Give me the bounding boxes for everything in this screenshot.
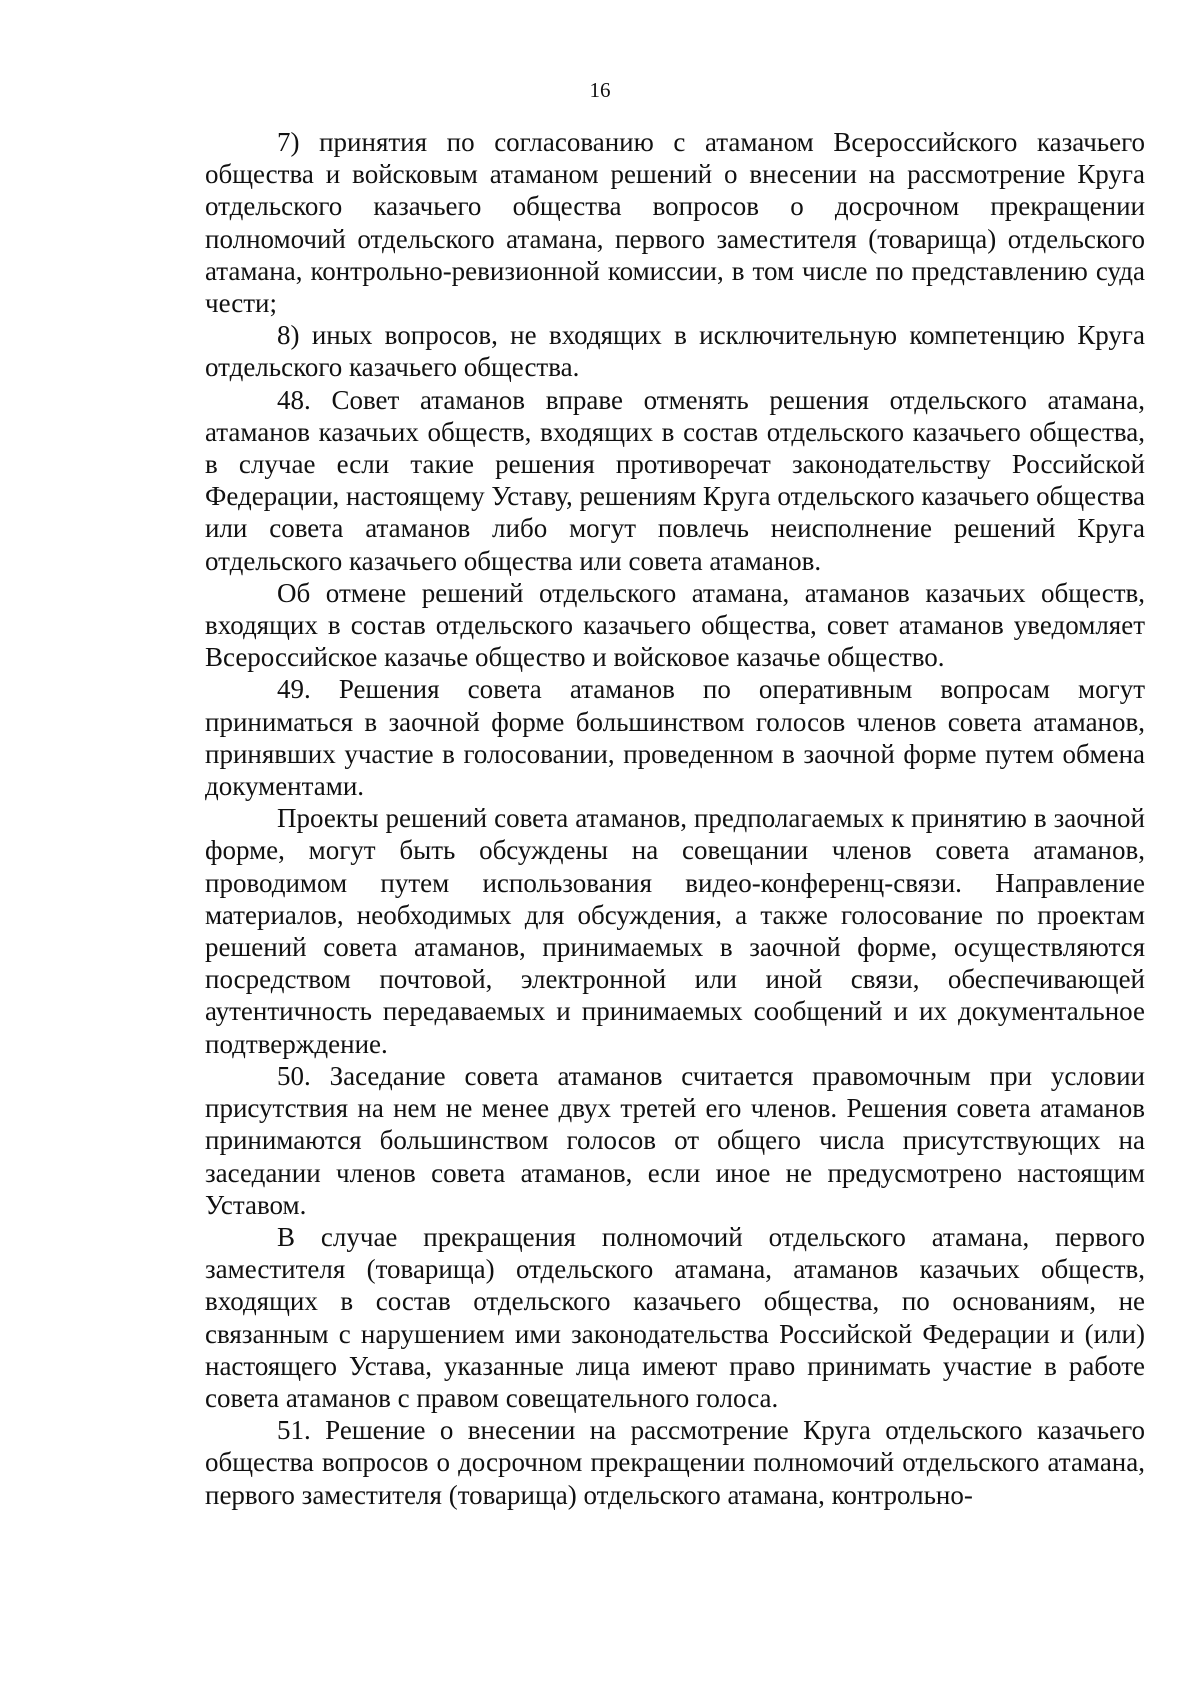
paragraph-item-8: 8) иных вопросов, не входящих в исключительную компетенцию Круга отдельского казачьего общества. (205, 320, 1145, 383)
paragraph-clause-50-termination: В случае прекращения полномочий отдельского атамана, первого заместителя (товарища) отдельского атамана, атаманов казачьих обществ, входящих в состав отдельского казачьего общества, по основаниям, не связанным с нарушением ими законодательства Российской Федерации и (или) настоящего Устава, указанные лица имеют право принимать участие в работе совета атаманов с правом совещательного голоса. (205, 1221, 1145, 1413)
document-body (205, 126, 1145, 1511)
paragraph-clause-51: 51. Решение о внесении на рассмотрение Круга отдельского казачьего общества вопросов о досрочном прекращении полномочий отдельского атамана, первого заместителя (товарища) отдельского атамана, контрольно- (205, 1415, 1145, 1510)
paragraph-clause-50: 50. Заседание совета атаманов считается правомочным при условии присутствия на нем не менее двух третей его членов. Решения совета атаманов принимаются большинством голосов от общего числа присутствующих на заседании членов совета атаманов, если иное не предусмотрено настоящим Уставом. (205, 1060, 1145, 1220)
page-number: 16 (589, 78, 611, 102)
paragraph-item-7: 7) принятия по согласованию с атаманом Всероссийского казачьего общества и войсковым атаманом решений о внесении на рассмотрение Круга отдельского казачьего общества вопросов о досрочном прекращении полномочий отдельского атамана, первого заместителя (товарища) отдельского атамана, контрольно-ревизионной комиссии, в том числе по представлению суда чести; (205, 127, 1145, 319)
paragraph-clause-48-notice: Об отмене решений отдельского атамана, атаманов казачьих обществ, входящих в состав отдельского казачьего общества, совет атаманов уведомляет Всероссийское казачье общество и войсковое казачье общество. (205, 577, 1145, 673)
paragraph-clause-48: 48. Совет атаманов вправе отменять решения отдельского атамана, атаманов казачьих обществ, входящих в состав отдельского казачьего общества, в случае если такие решения противоречат законодательству Российской Федерации, настоящему Уставу, решениям Круга отдельского казачьего общества или совета атаманов либо могут повлечь неисполнение решений Круга отдельского казачьего общества или совета атаманов. (205, 384, 1145, 576)
paragraph-clause-49-drafts: Проекты решений совета атаманов, предполагаемых к принятию в заочной форме, могут быть обсуждены на совещании членов совета атаманов, проводимом путем использования видео-конференц-связи. Направление материалов, необходимых для обсуждения, а также голосование по проектам решений совета атаманов, принимаемых в заочной форме, осуществляются посредством почтовой, электронной или иной связи, обеспечивающей аутентичность передаваемых и принимаемых сообщений и их документальное подтверждение. (205, 803, 1145, 1059)
paragraph-clause-49: 49. Решения совета атаманов по оперативным вопросам могут приниматься в заочной форме большинством голосов членов совета атаманов, принявших участие в голосовании, проведенном в заочной форме путем обмена документами. (205, 674, 1145, 802)
